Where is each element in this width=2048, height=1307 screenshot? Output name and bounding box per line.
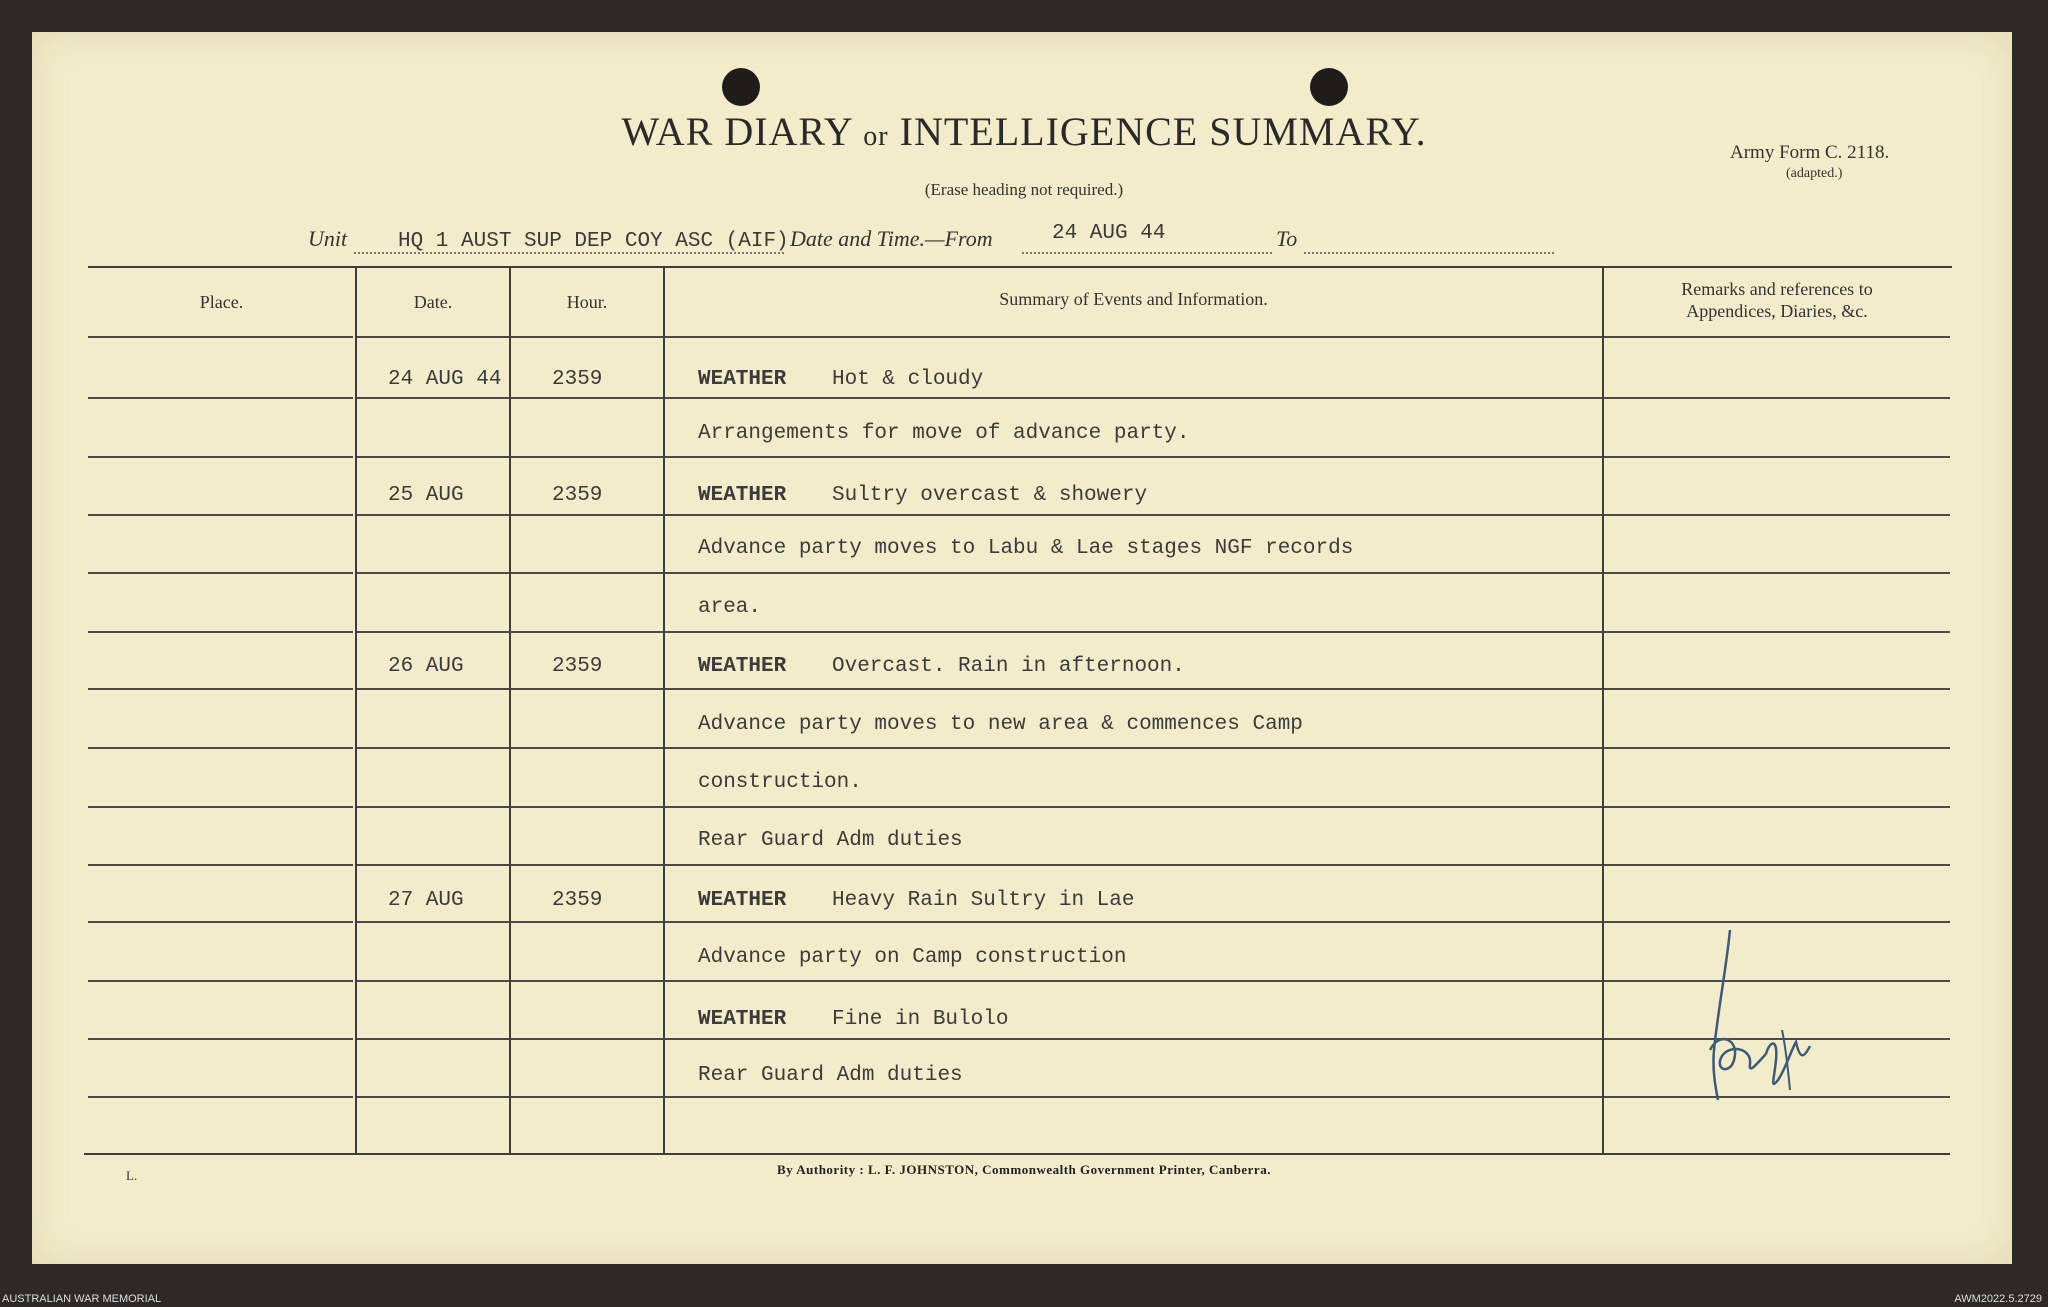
row-rule (357, 688, 509, 690)
row-rule (88, 1038, 353, 1040)
entry-summary: Rear Guard Adm duties (698, 829, 963, 852)
row-rule (665, 688, 1602, 690)
row-rule (88, 336, 353, 338)
row-rule (1604, 336, 1950, 338)
column-divider (663, 266, 665, 1154)
entry-summary: construction. (698, 771, 862, 794)
entry-summary: Advance party moves to new area & commences Camp (698, 713, 1303, 736)
row-rule (511, 397, 663, 399)
row-rule (357, 397, 509, 399)
row-rule (665, 864, 1602, 866)
row-rule (665, 631, 1602, 633)
row-rule (88, 688, 353, 690)
row-rule (1604, 921, 1950, 923)
footer-form-code: L. (126, 1168, 138, 1183)
row-rule (1604, 806, 1950, 808)
punch-hole (722, 68, 760, 106)
row-rule (88, 921, 353, 923)
row-rule (511, 980, 663, 982)
row-rule (1604, 747, 1950, 749)
row-rule (88, 806, 353, 808)
row-rule (1604, 514, 1950, 516)
row-rule (511, 1038, 663, 1040)
weather-label: WEATHER (698, 484, 787, 507)
column-header-hour: Hour. (566, 292, 608, 312)
column-header-place: Place. (199, 292, 244, 312)
entry-summary: Advance party moves to Labu & Lae stages NGF records (698, 537, 1354, 560)
entry-summary: Fine in Bulolo (832, 1008, 1009, 1031)
entry-summary: Arrangements for move of advance party. (698, 422, 1190, 445)
row-rule (88, 456, 353, 458)
row-rule (88, 747, 353, 749)
entry-summary: Heavy Rain Sultry in Lae (832, 889, 1135, 912)
row-rule (357, 921, 509, 923)
row-rule (357, 1096, 509, 1098)
row-rule (511, 747, 663, 749)
weather-label: WEATHER (698, 889, 787, 912)
row-rule (665, 1096, 1602, 1098)
column-divider (509, 266, 511, 1154)
row-rule (357, 631, 509, 633)
row-rule (511, 631, 663, 633)
entry-hour: 2359 (552, 368, 603, 391)
to-label: To (1276, 226, 1298, 251)
row-rule (665, 456, 1602, 458)
weather-label: WEATHER (698, 655, 787, 678)
row-rule (665, 921, 1602, 923)
row-rule (88, 1096, 353, 1098)
row-rule (511, 921, 663, 923)
row-rule (511, 456, 663, 458)
row-rule (88, 631, 353, 633)
row-rule (511, 336, 663, 338)
row-rule (665, 1038, 1602, 1040)
row-rule (665, 572, 1602, 574)
row-rule (357, 336, 509, 338)
row-rule (357, 980, 509, 982)
column-header-summary: Summary of Events and Information. (999, 289, 1268, 309)
row-rule (1604, 688, 1950, 690)
weather-label: WEATHER (698, 368, 787, 391)
row-rule (357, 1038, 509, 1040)
row-rule (88, 514, 353, 516)
row-rule (88, 397, 353, 399)
row-rule (665, 747, 1602, 749)
row-rule (511, 688, 663, 690)
archive-caption: AUSTRALIAN WAR MEMORIAL (2, 1293, 162, 1305)
remarks-header-line: Appendices, Diaries, &c. (1686, 301, 1868, 321)
from-value: 24 AUG 44 (1052, 222, 1166, 245)
row-rule (511, 1096, 663, 1098)
row-rule (357, 514, 509, 516)
row-rule (665, 806, 1602, 808)
remarks-header-line: Remarks and references to (1681, 279, 1873, 299)
column-divider (355, 266, 357, 1154)
table-bottom-rule (84, 1153, 1950, 1155)
entry-date: 26 AUG (388, 655, 464, 678)
row-rule (665, 980, 1602, 982)
punch-hole (1310, 68, 1348, 106)
row-rule (665, 397, 1602, 399)
row-rule (1604, 397, 1950, 399)
entry-summary: area. (698, 596, 762, 619)
column-divider (1602, 266, 1604, 1154)
entry-summary: Advance party on Camp construction (698, 946, 1127, 969)
row-rule (357, 747, 509, 749)
entry-summary: Hot & cloudy (832, 368, 984, 391)
entry-hour: 2359 (552, 889, 603, 912)
from-dots (1022, 252, 1272, 254)
page-title: WAR DIARY or INTELLIGENCE SUMMARY. (621, 109, 1427, 154)
row-rule (511, 864, 663, 866)
entry-date: 27 AUG (388, 889, 464, 912)
entry-hour: 2359 (552, 484, 603, 507)
unit-value: HQ 1 AUST SUP DEP COY ASC (AIF) (398, 230, 789, 253)
column-header-remarks (1604, 278, 1950, 322)
row-rule (88, 572, 353, 574)
row-rule (88, 864, 353, 866)
row-rule (665, 336, 1602, 338)
entry-hour: 2359 (552, 655, 603, 678)
entry-summary: Sultry overcast & showery (832, 484, 1148, 507)
row-rule (511, 572, 663, 574)
date-time-label: Date and Time.—From (790, 226, 993, 251)
row-rule (1604, 631, 1950, 633)
weather-label: WEATHER (698, 1008, 787, 1031)
army-form-adapted: (adapted.) (1786, 166, 1843, 181)
row-rule (665, 514, 1602, 516)
entry-date: 25 AUG (388, 484, 464, 507)
entry-summary: Overcast. Rain in afternoon. (832, 655, 1185, 678)
row-rule (357, 864, 509, 866)
row-rule (357, 572, 509, 574)
archive-reference: AWM2022.5.2729 (1954, 1293, 2042, 1305)
entry-date: 24 AUG 44 (388, 368, 502, 391)
row-rule (357, 806, 509, 808)
row-rule (1604, 456, 1950, 458)
row-rule (88, 980, 353, 982)
page-subtitle: (Erase heading not required.) (924, 180, 1124, 199)
row-rule (1604, 572, 1950, 574)
footer-authority: By Authority : L. F. JOHNSTON, Commonwealth Government Printer, Canberra. (777, 1162, 1271, 1177)
row-rule (1604, 864, 1950, 866)
army-form-number: Army Form C. 2118. (1730, 142, 1890, 163)
table-top-rule (88, 266, 1952, 268)
row-rule (511, 806, 663, 808)
row-rule (511, 514, 663, 516)
unit-label: Unit (308, 226, 348, 251)
row-rule (357, 456, 509, 458)
entry-summary: Rear Guard Adm duties (698, 1064, 963, 1087)
handwritten-signature (1700, 930, 1820, 1100)
to-dots (1304, 252, 1554, 254)
column-header-date: Date. (413, 292, 453, 312)
